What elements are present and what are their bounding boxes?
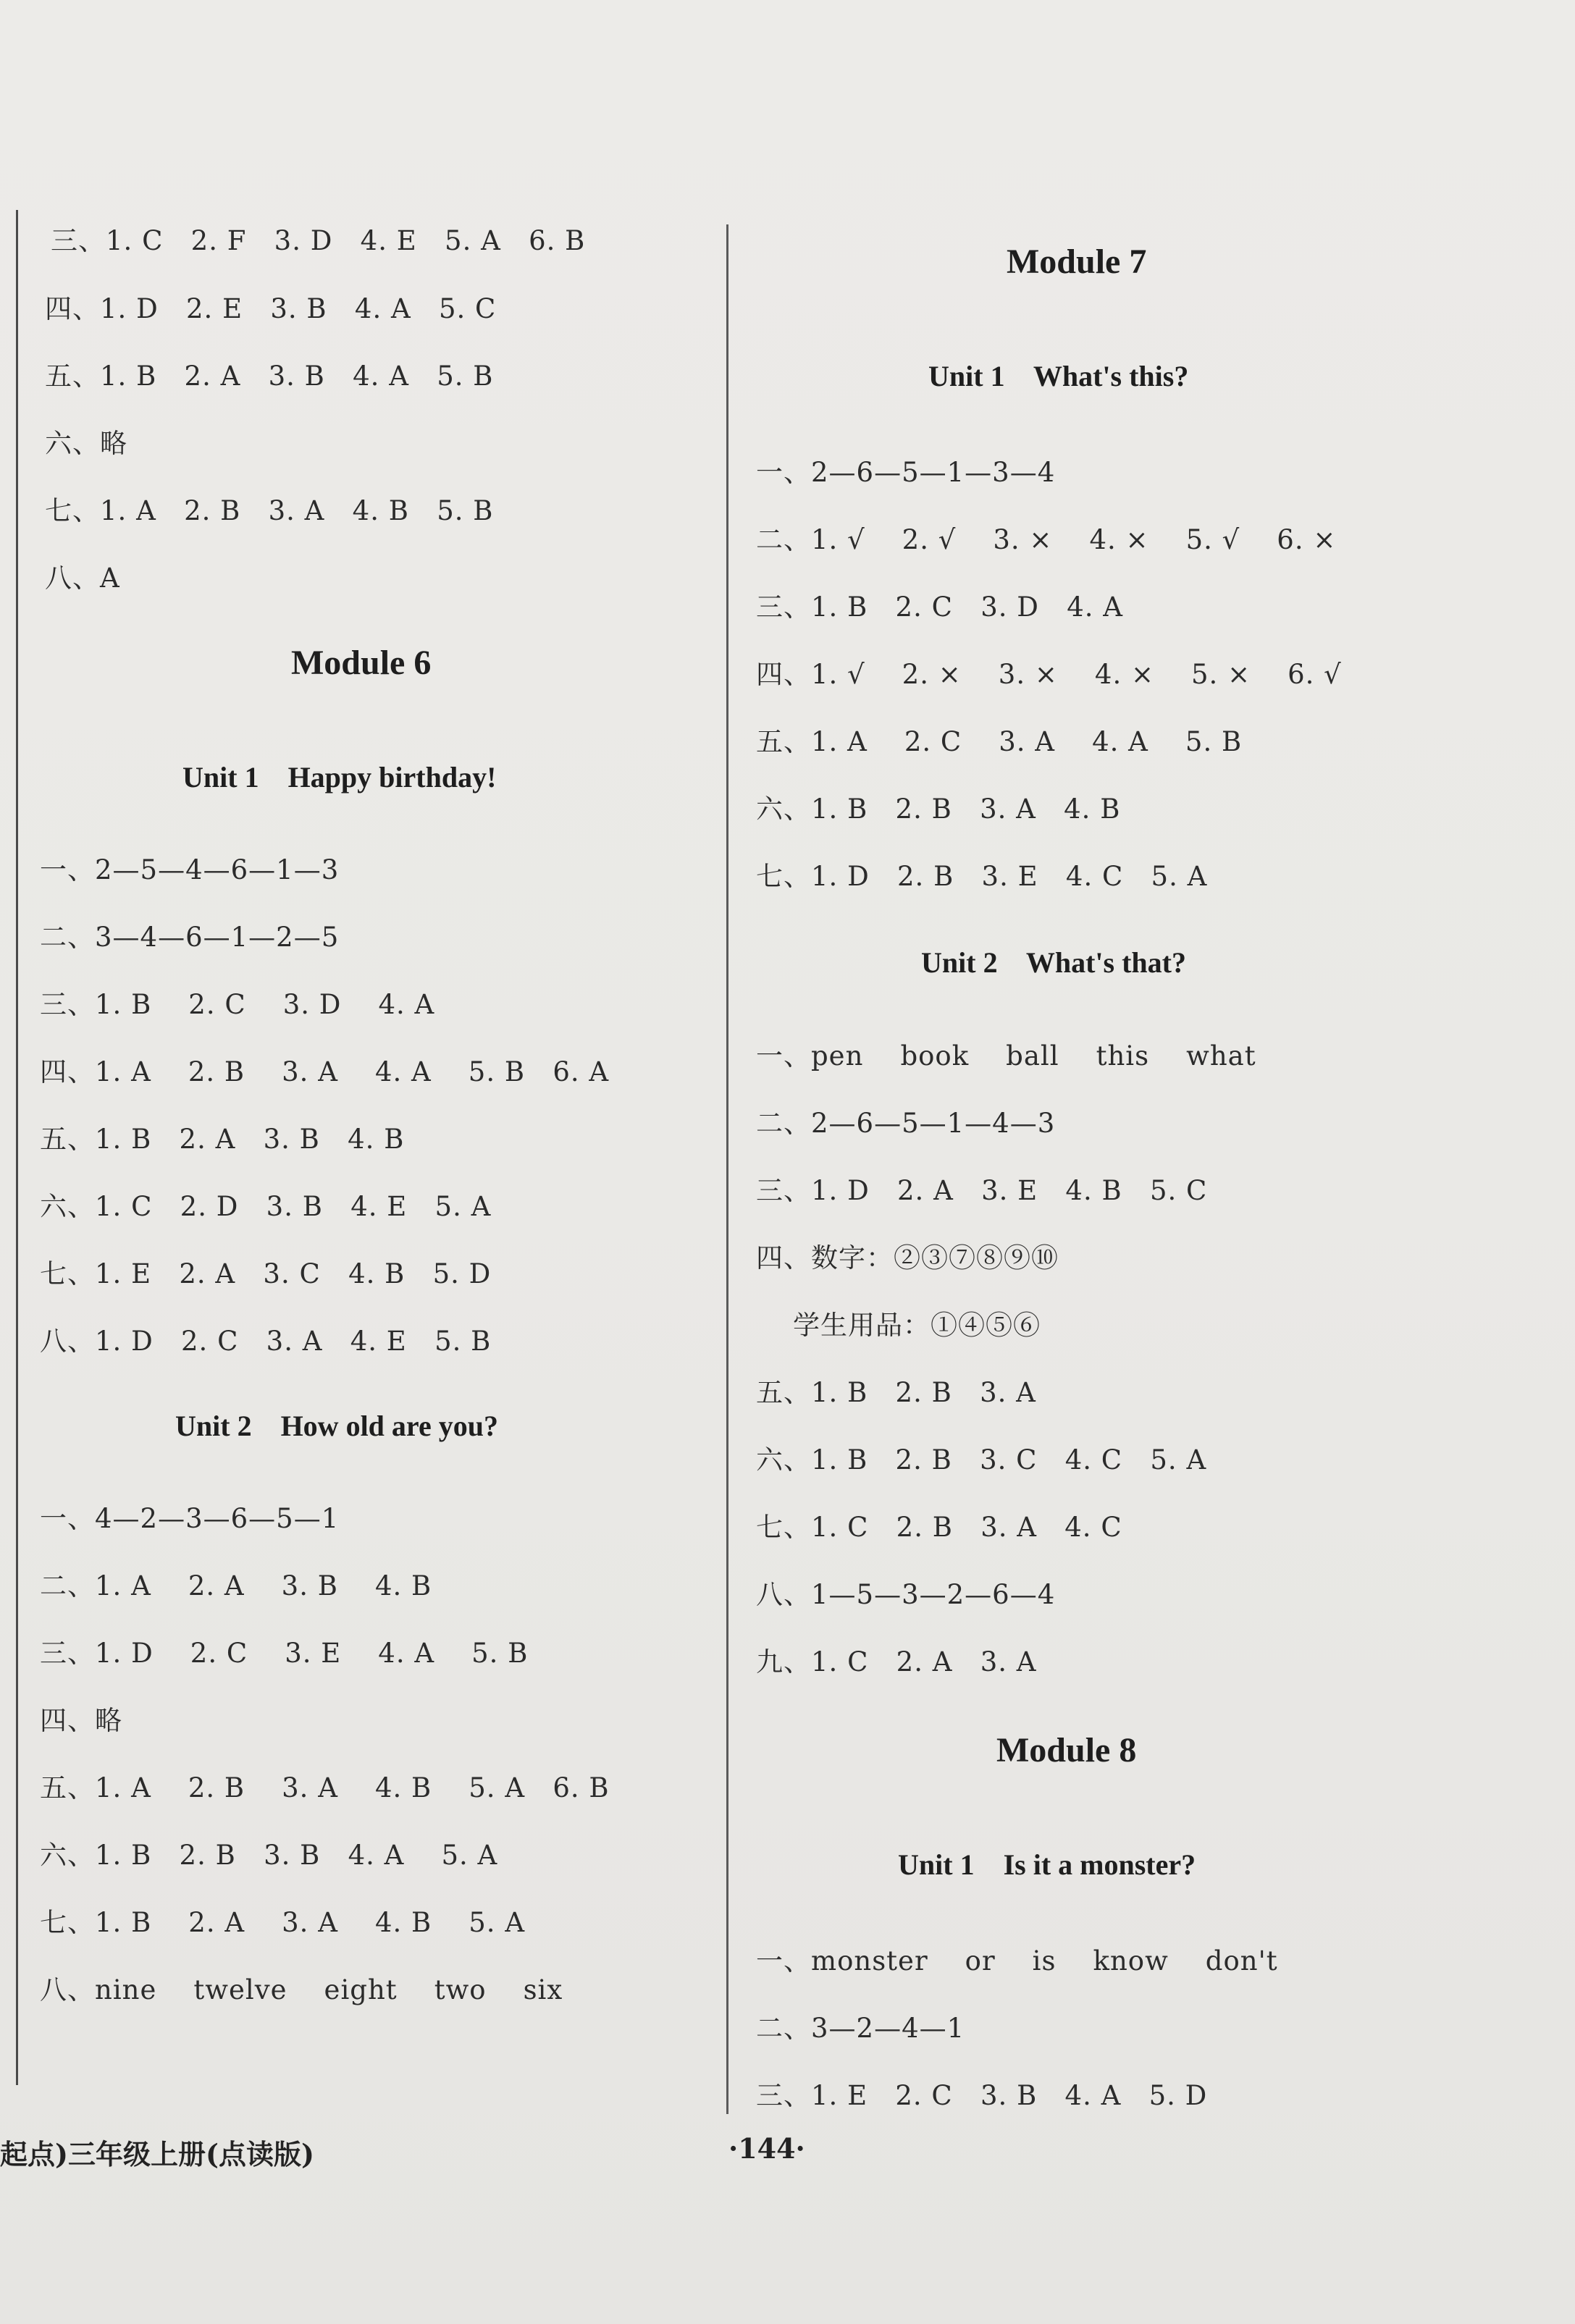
answer-line: 五、1. A 2. C 3. A 4. A 5. B — [756, 726, 1243, 757]
answer-line: 八、A — [45, 563, 120, 594]
answer-line: 五、1. B 2. A 3. B 4. A 5. B — [45, 361, 494, 392]
unit-2-title: Unit 2 What's that? — [921, 946, 1186, 979]
unit-2-title: Unit 2 How old are you? — [175, 1410, 498, 1442]
answer-line: 学生用品：①④⑤⑥ — [756, 1310, 1041, 1341]
answer-line: 六、1. C 2. D 3. B 4. E 5. A — [40, 1191, 492, 1222]
answer-line: 二、1. √ 2. √ 3. × 4. × 5. √ 6. × — [756, 524, 1337, 555]
answer-line: 一、monster or is know don't — [756, 1945, 1278, 1976]
answer-line: 一、pen book ball this what — [756, 1040, 1256, 1072]
answer-line: 四、数字：②③⑦⑧⑨⑩ — [756, 1242, 1059, 1273]
answer-line: 七、1. A 2. B 3. A 4. B 5. B — [45, 495, 494, 526]
answer-line: 七、1. C 2. B 3. A 4. C — [756, 1512, 1122, 1543]
answer-line: 六、略 — [45, 428, 127, 459]
answer-line: 八、1. D 2. C 3. A 4. E 5. B — [40, 1326, 492, 1357]
answer-line: 四、略 — [40, 1705, 122, 1736]
page-number: ·144· — [728, 2132, 805, 2165]
answer-line: 八、nine twelve eight two six — [40, 1974, 563, 2005]
answer-line: 三、1. B 2. C 3. D 4. A — [756, 591, 1123, 623]
answer-line: 三、1. E 2. C 3. B 4. A 5. D — [756, 2080, 1208, 2111]
answer-line: 二、1. A 2. A 3. B 4. B — [40, 1570, 432, 1601]
answer-line: 三、1. B 2. C 3. D 4. A — [40, 989, 435, 1020]
unit-1-title: Unit 1 Happy birthday! — [182, 761, 497, 793]
answer-line: 八、1—5—3—2—6—4 — [756, 1579, 1056, 1610]
module-6-title: Module 6 — [291, 644, 432, 682]
answer-line: 六、1. B 2. B 3. C 4. C 5. A — [756, 1444, 1207, 1475]
answer-line: 九、1. C 2. A 3. A — [756, 1646, 1037, 1677]
answer-line: 一、4—2—3—6—5—1 — [40, 1503, 340, 1534]
answer-line: 六、1. B 2. B 3. A 4. B — [756, 793, 1121, 825]
module-8-title: Module 8 — [996, 1731, 1137, 1769]
answer-line: 五、1. A 2. B 3. A 4. B 5. A 6. B — [40, 1772, 610, 1803]
answer-line: 五、1. B 2. B 3. A — [756, 1377, 1036, 1408]
unit-1-title: Unit 1 What's this? — [928, 360, 1189, 392]
answer-line: 二、3—4—6—1—2—5 — [40, 922, 340, 953]
left-page-edge — [16, 210, 18, 2085]
answer-line: 七、1. B 2. A 3. A 4. B 5. A — [40, 1907, 526, 1938]
answer-line: 七、1. E 2. A 3. C 4. B 5. D — [40, 1258, 492, 1289]
answer-line: 三、1. C 2. F 3. D 4. E 5. A 6. B — [51, 225, 586, 256]
answer-line: 三、1. D 2. C 3. E 4. A 5. B — [40, 1638, 529, 1669]
answer-line: 一、2—6—5—1—3—4 — [756, 457, 1056, 488]
answer-line: 六、1. B 2. B 3. B 4. A 5. A — [40, 1840, 498, 1871]
answer-line: 二、3—2—4—1 — [756, 2013, 965, 2044]
footer-book-title: 起点)三年级上册(点读版) — [0, 2138, 314, 2171]
column-divider — [726, 224, 728, 2114]
unit-1-title: Unit 1 Is it a monster? — [898, 1848, 1196, 1881]
answer-line: 四、1. √ 2. × 3. × 4. × 5. × 6. √ — [756, 659, 1342, 690]
answer-line: 四、1. D 2. E 3. B 4. A 5. C — [45, 293, 497, 324]
module-7-title: Module 7 — [1007, 243, 1147, 281]
answer-line: 一、2—5—4—6—1—3 — [40, 854, 340, 885]
answer-line: 四、1. A 2. B 3. A 4. A 5. B 6. A — [40, 1056, 610, 1087]
answer-line: 七、1. D 2. B 3. E 4. C 5. A — [756, 861, 1208, 892]
answer-line: 二、2—6—5—1—4—3 — [756, 1108, 1056, 1139]
answer-line: 五、1. B 2. A 3. B 4. B — [40, 1124, 405, 1155]
answer-line: 三、1. D 2. A 3. E 4. B 5. C — [756, 1175, 1208, 1206]
